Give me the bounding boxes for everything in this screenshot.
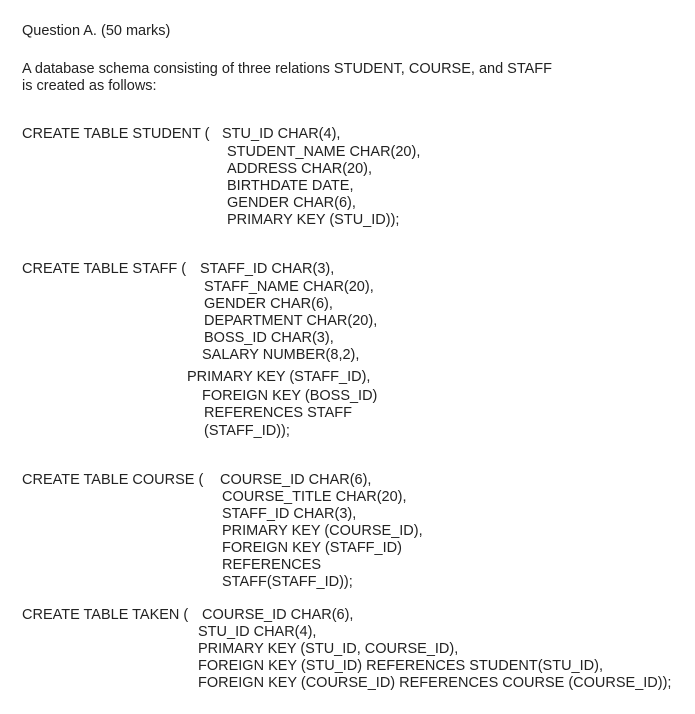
- course-line-foreign-key: FOREIGN KEY (STAFF_ID): [222, 540, 402, 556]
- course-line-references-column: STAFF(STAFF_ID));: [222, 574, 353, 590]
- student-line-stu-id: STU_ID CHAR(4),: [222, 126, 341, 142]
- staff-line-foreign-key: FOREIGN KEY (BOSS_ID): [202, 388, 378, 404]
- course-create-prefix: CREATE TABLE COURSE (: [22, 472, 204, 488]
- course-line-primary-key: PRIMARY KEY (COURSE_ID),: [222, 523, 423, 539]
- student-create-prefix: CREATE TABLE STUDENT (: [22, 126, 210, 142]
- staff-line-salary: SALARY NUMBER(8,2),: [202, 347, 360, 363]
- taken-line-primary-key: PRIMARY KEY (STU_ID, COURSE_ID),: [198, 641, 459, 657]
- taken-line-course-id: COURSE_ID CHAR(6),: [202, 607, 354, 623]
- staff-line-boss-id: BOSS_ID CHAR(3),: [204, 330, 334, 346]
- intro-line-2: is created as follows:: [22, 78, 157, 94]
- taken-line-stu-id: STU_ID CHAR(4),: [198, 624, 317, 640]
- staff-line-staff-name: STAFF_NAME CHAR(20),: [204, 279, 374, 295]
- student-line-primary-key: PRIMARY KEY (STU_ID));: [227, 212, 400, 228]
- taken-line-foreign-key-student: FOREIGN KEY (STU_ID) REFERENCES STUDENT(STU_ID),: [198, 658, 603, 674]
- staff-create-prefix: CREATE TABLE STAFF (: [22, 261, 187, 277]
- course-line-course-title: COURSE_TITLE CHAR(20),: [222, 489, 407, 505]
- staff-line-gender: GENDER CHAR(6),: [204, 296, 333, 312]
- staff-line-staff-id: STAFF_ID CHAR(3),: [200, 261, 335, 277]
- course-line-references: REFERENCES: [222, 557, 322, 573]
- student-line-address: ADDRESS CHAR(20),: [227, 161, 373, 177]
- staff-line-primary-key: PRIMARY KEY (STAFF_ID),: [187, 369, 371, 385]
- course-line-staff-id: STAFF_ID CHAR(3),: [222, 506, 357, 522]
- taken-create-prefix: CREATE TABLE TAKEN (: [22, 607, 189, 623]
- question-heading: Question A. (50 marks): [22, 23, 171, 39]
- staff-line-references-column: (STAFF_ID));: [204, 423, 290, 439]
- course-line-course-id: COURSE_ID CHAR(6),: [220, 472, 372, 488]
- staff-line-references: REFERENCES STAFF: [204, 405, 352, 421]
- intro-line-1: A database schema consisting of three relations STUDENT, COURSE, and STAFF: [22, 61, 553, 77]
- taken-line-foreign-key-course: FOREIGN KEY (COURSE_ID) REFERENCES COURSE (COURSE_ID));: [198, 675, 672, 691]
- student-line-student-name: STUDENT_NAME CHAR(20),: [227, 144, 421, 160]
- staff-line-department: DEPARTMENT CHAR(20),: [204, 313, 378, 329]
- student-line-gender: GENDER CHAR(6),: [227, 195, 356, 211]
- student-line-birthdate: BIRTHDATE DATE,: [227, 178, 354, 194]
